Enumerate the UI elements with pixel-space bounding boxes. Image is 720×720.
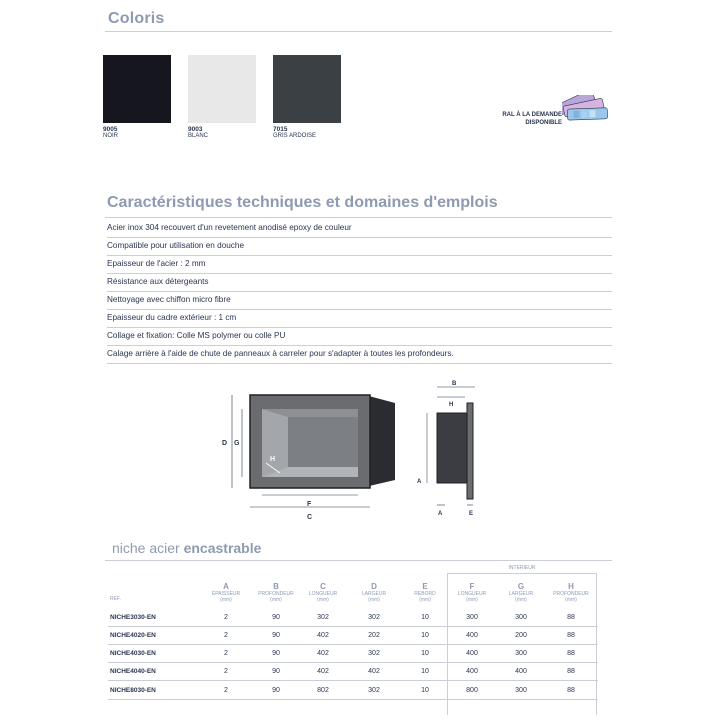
table-cell: 10	[421, 650, 429, 657]
divider	[105, 31, 612, 32]
table-cell: 300	[466, 614, 478, 621]
table-cell: 400	[466, 650, 478, 657]
table-cell: 302	[317, 614, 329, 621]
column-header-name: LARGEUR	[361, 591, 387, 597]
feature-item: Acier inox 304 recouvert d'un revetement anodisé epoxy de couleur	[107, 220, 612, 238]
label-h: H	[270, 456, 276, 463]
table-row	[108, 627, 598, 645]
table-cell: 300	[515, 687, 527, 694]
ref-header: REF.	[110, 596, 121, 602]
front-view-diagram	[210, 385, 410, 525]
column-header	[354, 582, 394, 603]
label-f: F	[307, 501, 312, 508]
table-cell: 402	[317, 668, 329, 675]
label-g: G	[234, 440, 240, 447]
label-b: B	[452, 381, 457, 387]
feature-item: Collage et fixation: Colle MS polymer ou colle PU	[107, 328, 612, 346]
table-cell: 88	[567, 632, 575, 639]
row-divider	[108, 680, 598, 681]
ref-cell: NICHE3030-EN	[110, 614, 156, 621]
column-header-unit: (mm)	[270, 597, 282, 603]
table-cell: 2	[224, 650, 228, 657]
column-header-name: LONGUEUR	[457, 591, 487, 597]
column-header	[256, 582, 296, 603]
table-cell: 800	[466, 687, 478, 694]
table-cell: 10	[421, 668, 429, 675]
swatch-slate-grey	[273, 55, 341, 123]
column-header-name: PROFONDEUR	[258, 591, 294, 597]
divider	[105, 560, 612, 561]
table-cell: 88	[567, 687, 575, 694]
column-header-unit: (mm)	[220, 597, 232, 603]
feature-item: Calage arrière à l'aide de chute de panneaux à carreler pour s'adapter à toutes les profondeurs.	[107, 346, 612, 364]
column-header	[405, 582, 445, 603]
table-cell: 90	[272, 668, 280, 675]
ref-cell: NICHE8030-EN	[110, 687, 156, 694]
column-header-unit: (mm)	[466, 597, 478, 603]
table-cell: 402	[317, 650, 329, 657]
column-header-unit: (mm)	[515, 597, 527, 603]
column-header-name: ÉPAISSEUR	[211, 591, 241, 597]
column-header-letter: A	[223, 582, 229, 591]
label-a: A	[438, 511, 443, 517]
features-title: Caractéristiques techniques et domaines d'emplois	[107, 194, 498, 211]
column-header-unit: (mm)	[565, 597, 577, 603]
label-d: D	[222, 440, 228, 447]
column-header-unit: (mm)	[368, 597, 380, 603]
column-header-name: REBORD	[414, 591, 436, 597]
swatch-code: 9003	[188, 126, 203, 133]
table-cell: 2	[224, 668, 228, 675]
feature-item: Résistance aux détergeants	[107, 274, 612, 292]
table-cell: 202	[368, 632, 380, 639]
column-header	[303, 582, 343, 603]
swatch-white	[188, 55, 256, 123]
color-fan-icon	[562, 95, 614, 137]
ral-line: DISPONIBLE	[525, 120, 562, 126]
feature-item: Nettoyage avec chiffon micro fibre	[107, 292, 612, 310]
divider	[105, 217, 612, 218]
column-header	[551, 582, 591, 603]
label-h: H	[449, 402, 454, 408]
label-a: A	[417, 479, 422, 485]
column-header-letter: C	[320, 582, 326, 591]
feature-item: Epaisseur de l'acier : 2 mm	[107, 256, 612, 274]
table-row	[108, 645, 598, 663]
table-cell: 400	[466, 668, 478, 675]
table-cell: 400	[466, 632, 478, 639]
swatch-code: 7015	[273, 126, 288, 133]
table-row	[108, 609, 598, 627]
table-cell: 10	[421, 632, 429, 639]
table-title-light: niche acier	[112, 540, 184, 556]
label-c: C	[307, 514, 313, 521]
ref-cell: NICHE4030-EN	[110, 650, 156, 657]
table-title	[112, 540, 261, 556]
feature-item: Compatible pour utilisation en douche	[107, 238, 612, 256]
ref-cell: NICHE4040-EN	[110, 668, 156, 675]
column-header-name: LONGUEUR	[308, 591, 338, 597]
table-cell: 300	[515, 650, 527, 657]
swatch-name: NOIR	[103, 133, 118, 139]
side-view-diagram	[415, 375, 495, 525]
table-cell: 2	[224, 632, 228, 639]
column-header-name: LARGEUR	[508, 591, 534, 597]
table-cell: 400	[515, 668, 527, 675]
table-cell: 402	[368, 668, 380, 675]
table-cell: 90	[272, 687, 280, 694]
row-divider	[108, 699, 598, 700]
table-row	[108, 663, 598, 681]
column-header-letter: G	[517, 582, 525, 591]
table-title-bold: encastrable	[183, 540, 262, 556]
table-cell: 302	[368, 650, 380, 657]
table-cell: 10	[421, 687, 429, 694]
table-cell: 802	[317, 687, 329, 694]
column-header-unit: (mm)	[317, 597, 329, 603]
interior-label: INTERIEUR	[508, 565, 536, 571]
table-cell: 10	[421, 614, 429, 621]
ral-line: RAL À LA DEMANDE	[502, 112, 562, 118]
swatch-code: 9005	[103, 126, 118, 133]
table-cell: 88	[567, 650, 575, 657]
table-cell: 90	[272, 632, 280, 639]
table-cell: 402	[317, 632, 329, 639]
table-cell: 90	[272, 650, 280, 657]
table-row	[108, 682, 598, 700]
column-header-unit: (mm)	[419, 597, 431, 603]
column-header-letter: E	[422, 582, 428, 591]
label-e: E	[469, 511, 474, 517]
column-header	[206, 582, 246, 603]
table-cell: 90	[272, 614, 280, 621]
feature-item: Epaisseur du cadre extérieur : 1 cm	[107, 310, 612, 328]
table-cell: 2	[224, 687, 228, 694]
column-header	[452, 582, 492, 603]
table-cell: 302	[368, 687, 380, 694]
column-header-letter: D	[371, 582, 377, 591]
column-header-name: PROFONDEUR	[553, 591, 589, 597]
colors-title: Coloris	[108, 10, 165, 27]
ref-cell: NICHE4020-EN	[110, 632, 156, 639]
table-cell: 88	[567, 614, 575, 621]
column-header-letter: F	[469, 582, 475, 591]
table-cell: 300	[515, 614, 527, 621]
table-cell: 302	[368, 614, 380, 621]
column-header-letter: B	[273, 582, 279, 591]
ral-note	[492, 111, 562, 127]
swatch-name: BLANC	[188, 133, 209, 139]
table-cell: 200	[515, 632, 527, 639]
swatch-name: GRIS ARDOISE	[273, 133, 317, 139]
swatch-black	[103, 55, 171, 123]
column-header	[501, 582, 541, 603]
column-header-letter: H	[568, 582, 574, 591]
table-cell: 88	[567, 668, 575, 675]
table-cell: 2	[224, 614, 228, 621]
